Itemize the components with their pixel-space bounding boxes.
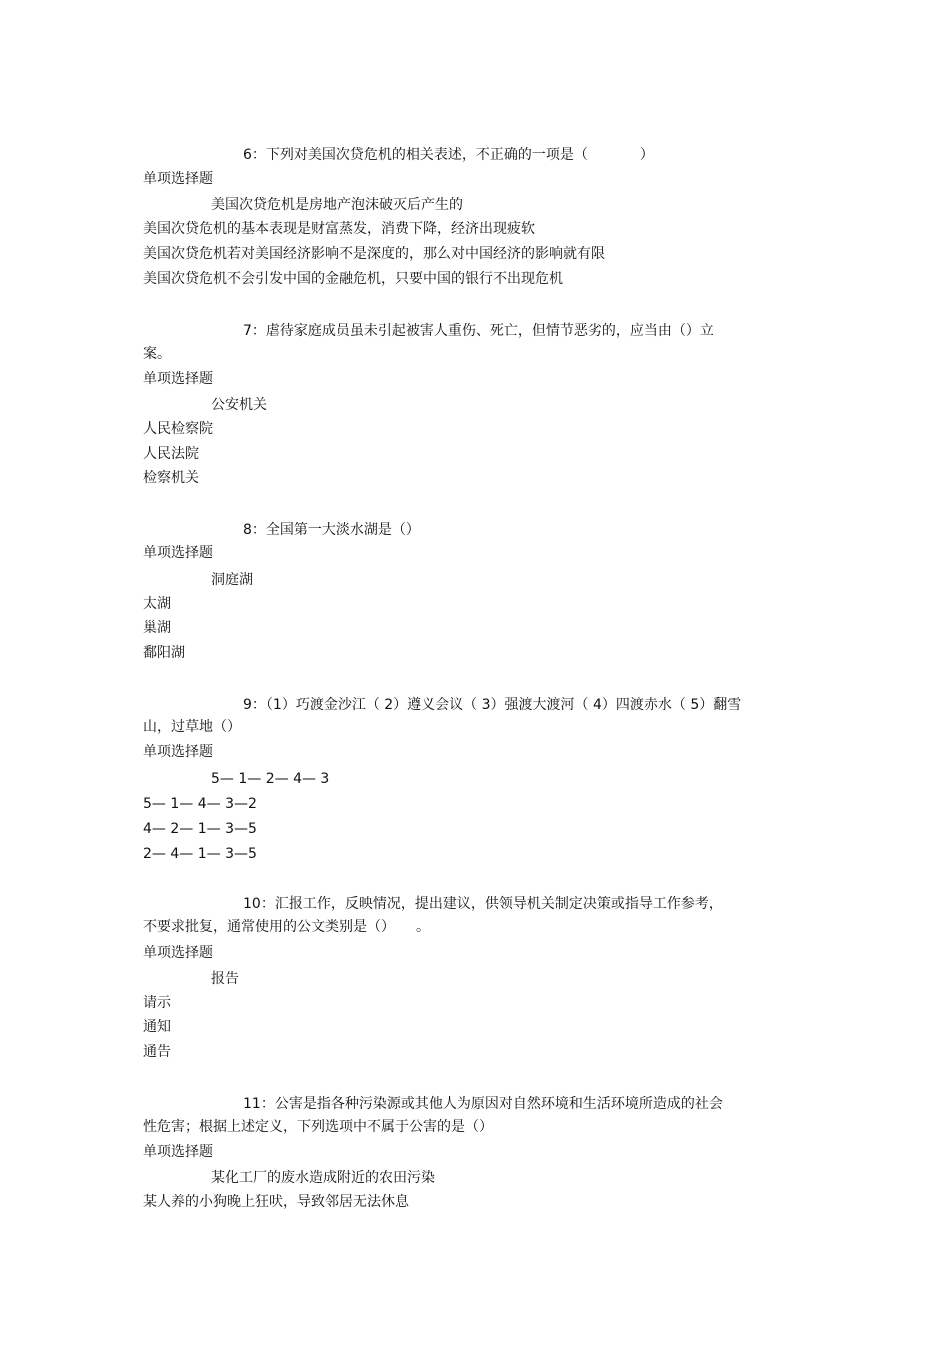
question-6-option-b: 美国次贷危机的基本表现是财富蒸发，消费下降，经济出现疲软 — [143, 221, 535, 237]
question-6-type: 单项选择题 — [143, 171, 213, 187]
question-8-stem: 8：全国第一大淡水湖是（） — [243, 522, 420, 538]
question-10-stem: 10：汇报工作，反映情况，提出建议，供领导机关制定决策或指导工作参考， — [243, 896, 723, 912]
question-10-option-b: 请示 — [143, 995, 171, 1011]
question-11-option-b: 某人养的小狗晚上狂吠，导致邻居无法休息 — [143, 1194, 409, 1210]
question-11-option-a: 某化工厂的废水造成附近的农田污染 — [211, 1170, 435, 1186]
question-11-type: 单项选择题 — [143, 1144, 213, 1160]
question-11-stem-cont: 性危害；根据上述定义，下列选项中不属于公害的是（） — [143, 1119, 493, 1135]
question-10-option-c: 通知 — [143, 1019, 171, 1035]
question-8-option-b: 太湖 — [143, 596, 171, 612]
question-9-option-d: 2— 4— 1— 3—5 — [143, 846, 257, 862]
question-6-option-c: 美国次贷危机若对美国经济影响不是深度的，那么对中国经济的影响就有限 — [143, 246, 605, 262]
question-9-option-b: 5— 1— 4— 3—2 — [143, 796, 257, 812]
question-7-stem-cont: 案。 — [143, 346, 171, 362]
question-11-stem: 11：公害是指各种污染源或其他人为原因对自然环境和生活环境所造成的社会 — [243, 1096, 723, 1112]
question-9-option-a: 5— 1— 2— 4— 3 — [211, 771, 330, 787]
question-7-stem: 7：虐待家庭成员虽未引起被害人重伤、死亡，但情节恶劣的，应当由（）立 — [243, 323, 714, 339]
question-10-stem-cont: 不要求批复，通常使用的公文类别是（） 。 — [143, 919, 430, 935]
question-9-stem-cont: 山，过草地（） — [143, 719, 241, 735]
question-6-option-d: 美国次贷危机不会引发中国的金融危机，只要中国的银行不出现危机 — [143, 271, 563, 287]
question-6-option-a: 美国次贷危机是房地产泡沫破灭后产生的 — [211, 197, 463, 213]
question-10-option-d: 通告 — [143, 1044, 171, 1060]
question-9-type: 单项选择题 — [143, 744, 213, 760]
question-8-type: 单项选择题 — [143, 545, 213, 561]
question-9-stem: 9：（1）巧渡金沙江（ 2）遵义会议（ 3）强渡大渡河（ 4）四渡赤水（ 5）翻雪 — [243, 697, 742, 713]
question-8-option-c: 巢湖 — [143, 620, 171, 636]
question-10-type: 单项选择题 — [143, 945, 213, 961]
question-7-option-b: 人民检察院 — [143, 421, 213, 437]
question-8-option-d: 鄱阳湖 — [143, 645, 185, 661]
question-7-option-c: 人民法院 — [143, 446, 199, 462]
question-9-option-c: 4— 2— 1— 3—5 — [143, 821, 257, 837]
question-7-type: 单项选择题 — [143, 371, 213, 387]
question-6-stem: 6：下列对美国次贷危机的相关表述，不正确的一项是（ ） — [243, 147, 654, 163]
question-7-option-a: 公安机关 — [211, 397, 267, 413]
question-8-option-a: 洞庭湖 — [211, 572, 253, 588]
question-10-option-a: 报告 — [211, 971, 239, 987]
question-7-option-d: 检察机关 — [143, 470, 199, 486]
